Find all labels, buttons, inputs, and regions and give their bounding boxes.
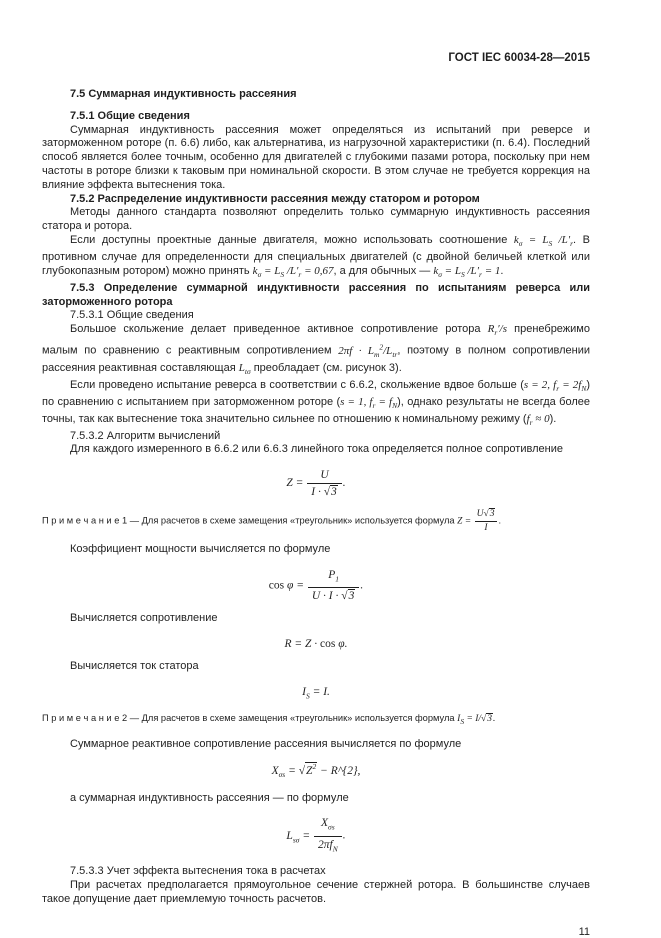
formula-stator-current: $I_S = I$. [302, 685, 330, 701]
fraction-denominator: U · I · √3 [311, 590, 355, 603]
formula-impedance [42, 468, 590, 499]
standard-designation: ГОСТ IEC 60034-28—2015 [448, 52, 590, 64]
inline-formula: $2\pi f \cdot L_m^2/L_{tr}$ [338, 342, 398, 359]
paragraph-resistance-intro: Вычисляется сопротивление [70, 612, 218, 625]
paragraph-text: . В противном случае для определенности для специальных двигателей (с двойной беличьей клеткой или глубокопазным ротором) можно принять [42, 233, 590, 277]
inline-formula: $f_r \approx 0$ [526, 412, 550, 427]
formula-tail: . [360, 579, 364, 592]
fraction [308, 568, 359, 603]
fraction-numerator: $P_1$ [308, 568, 359, 588]
section-heading-7-5-1: 7.5.1 Общие сведения [70, 109, 190, 122]
paragraph-text: . [500, 264, 504, 277]
paragraph-text: ) по сравнению с испытанием при заторможенном роторе ( [42, 378, 590, 408]
paragraph-7-5-3-1-b [42, 379, 590, 430]
paragraph-text: Если доступны проектные данные двигателя, можно использовать соотношение [70, 233, 514, 246]
paragraph-text: , поэтому в полном сопротивлении рассеяния реактивная составляющая [42, 344, 590, 374]
inline-formula: $k_\sigma = L_S$ $/L'_r$ [513, 233, 574, 249]
note-text: Для расчетов в схеме замещения «треугольник» используется формула [141, 713, 458, 724]
fraction [314, 816, 342, 856]
paragraph-text: , а для обычных — [333, 264, 434, 277]
paragraph-text: преобладает (см. рисунок 3). [250, 361, 402, 374]
formula-lhs: Z = [286, 477, 307, 490]
note-label: П р и м е ч а н и е 2 — [42, 713, 142, 724]
paragraph-7-5-3-3: При расчетах предполагается прямоугольное сечение стержней ротора. В большинстве случаев такое допущение дает приемлемую точность расчетов. [42, 878, 590, 905]
formula-resistance: R = Z · cos φ. [284, 638, 348, 651]
inline-formula: $k_\sigma = L_S$ $/L'_r = 1$ [433, 264, 501, 279]
formula-power-factor [42, 568, 590, 603]
formula-leakage-inductance [42, 816, 590, 856]
formula-tail: . [342, 477, 346, 490]
note-1 [42, 508, 590, 534]
fraction-numerator: U [307, 468, 342, 484]
paragraph-text: ). [549, 412, 557, 425]
paragraph-reactance-intro: Суммарное реактивное сопротивление рассеяния вычисляется по формуле [70, 737, 462, 750]
paragraph-text: Большое скольжение делает приведенное активное сопротивление ротора [70, 323, 488, 336]
section-heading-7-5-3: 7.5.3 Определение суммарной индуктивности рассеяния по испытаниям реверса или заторможенного ротора [42, 281, 590, 308]
fraction-numerator: $X_{\sigma s}$ [314, 816, 342, 836]
inline-formula: s = 1, $f_r = f_N$ [340, 395, 398, 410]
paragraph-text: ), однако результаты не всегда более точны, так как вытеснение тока значительно сильнее по отношению к номинальному режиму ( [42, 395, 591, 425]
paragraph-7-5-2-a: Методы данного стандарта позволяют определить только суммарную индуктивность рассеяния статора и ротора. [42, 206, 590, 233]
note-formula: $I_S = I/√3$. [457, 714, 496, 727]
page-number: 11 [578, 926, 590, 938]
fraction [475, 508, 498, 534]
section-heading-7-5-3-3: 7.5.3.3 Учет эффекта вытеснения тока в расчетах [70, 864, 326, 877]
paragraph-inductance-intro: а суммарная индуктивность рассеяния — по формуле [70, 791, 349, 804]
note-label: П р и м е ч а н и е 1 — [42, 515, 142, 526]
paragraph-7-5-1: Суммарная индуктивность рассеяния может определяться из испытаний при реверсе и заторможенном роторе (п. 6.6) либо, как альтернатива, из нагрузочной характеристики (п. 6.4). Последний способ является более точным, особенно для двигателей с глубокими пазами ротора, поскольку при нем частоты в роторе близки к таковым при номинальной скорости. В этом случае не требуется коррекция на влияние эффекта вытеснения тока. [42, 123, 590, 191]
fraction-denominator: $2\pi f_N$ [317, 838, 338, 853]
paragraph-impedance-intro: Для каждого измеренного в 6.6.2 или 6.6.3 линейного тока определяется полное сопротивление [70, 443, 563, 456]
paragraph-7-5-3-1-a [42, 323, 590, 379]
fraction-numerator: U√3 [475, 508, 498, 522]
inline-formula: $L_{t\sigma}$ [238, 361, 251, 376]
inline-formula: $R_r'/s$ [487, 323, 508, 338]
formula-lhs: cos φ = [268, 579, 307, 592]
paragraph-7-5-2-b [42, 234, 590, 282]
paragraph-text: пренебрежимо малым по сравнению с реактивным сопротивлением [42, 323, 590, 357]
fraction-denominator: I · √3 [311, 486, 337, 499]
note-2 [42, 712, 590, 728]
section-heading-7-5-2: 7.5.2 Распределение индуктивности рассеяния между статором и ротором [70, 192, 480, 205]
paragraph-power-factor-intro: Коэффициент мощности вычисляется по формуле [70, 543, 331, 556]
paragraph-stator-current-intro: Вычисляется ток статора [70, 660, 199, 673]
section-heading-7-5-3-1: 7.5.3.1 Общие сведения [70, 309, 194, 322]
note-formula-lhs: Z = [457, 516, 474, 527]
paragraph-text: Если проведено испытание реверса в соответствии с 6.6.2, скольжение вдвое больше ( [70, 378, 524, 391]
formula-tail: . [342, 829, 346, 842]
section-heading-7-5: 7.5 Суммарная индуктивность рассеяния [70, 88, 297, 100]
inline-formula: $k_\sigma = L_S$ $/L'_r = 0,67$ [252, 264, 334, 279]
fraction [307, 468, 342, 499]
inline-formula: s = 2, $f_r = 2f_N$ [523, 378, 587, 393]
note-text: Для расчетов в схеме замещения «треугольник» используется формула [141, 515, 458, 526]
formula-lhs: $L_{s\sigma}$ = [286, 829, 313, 845]
fraction-denominator: I [484, 522, 488, 533]
note-formula-tail: . [498, 515, 502, 526]
formula-leakage-reactance: $X_{\sigma s} = √Z^2$ − R^{2}, [271, 762, 361, 780]
section-heading-7-5-3-2: 7.5.3.2 Алгоритм вычислений [70, 429, 221, 442]
